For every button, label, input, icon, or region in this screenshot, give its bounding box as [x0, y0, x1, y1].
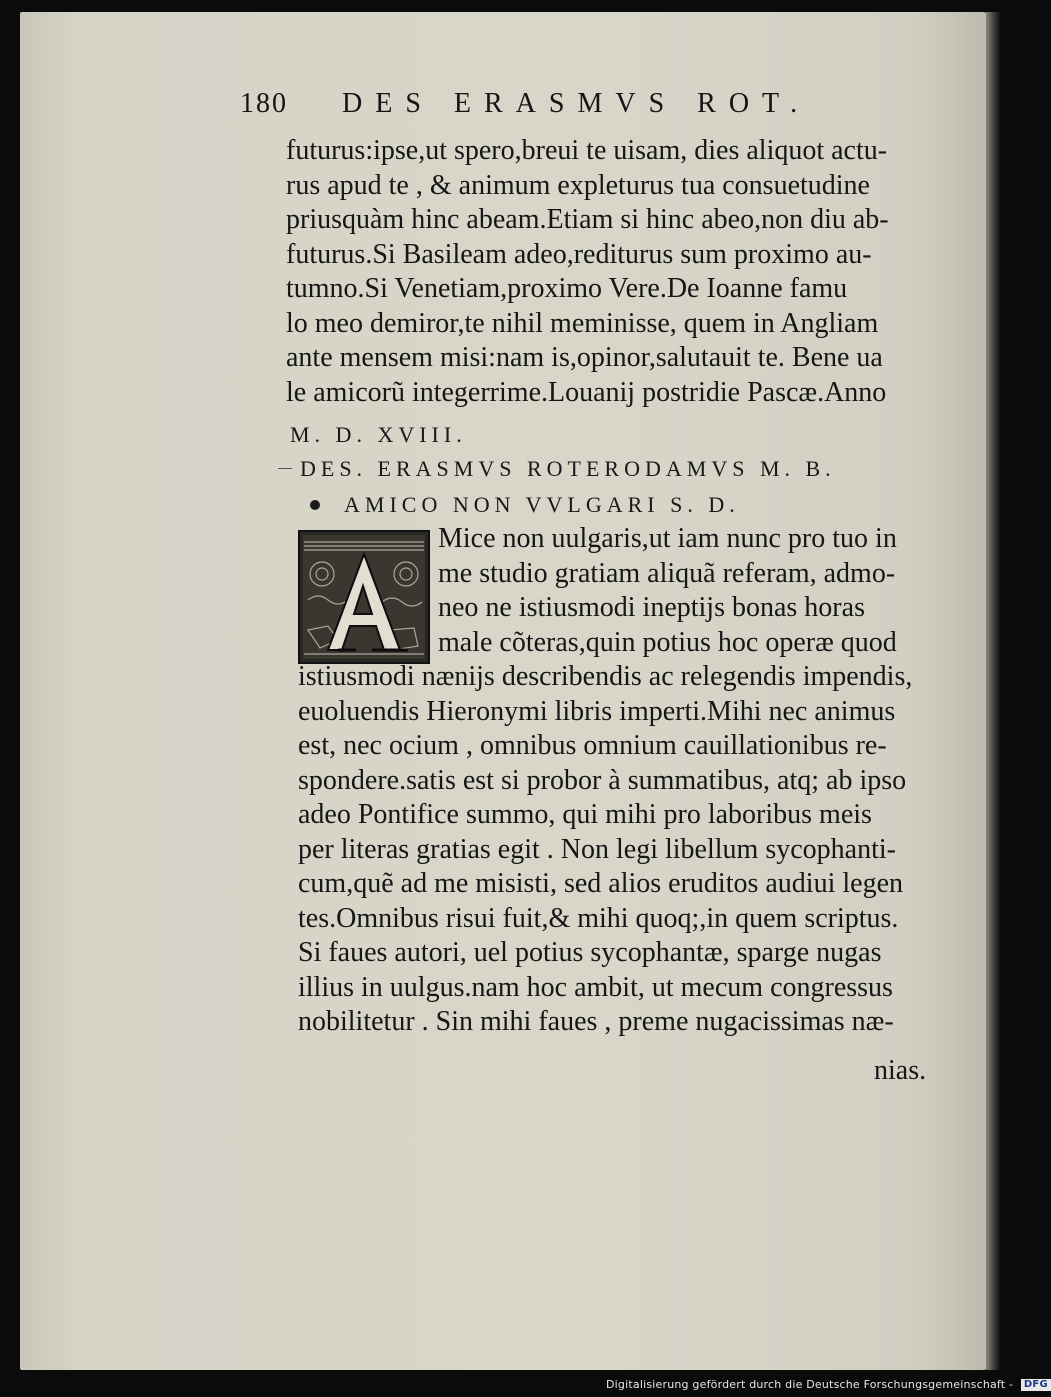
paragraph-bullet — [310, 500, 320, 510]
text-line: ante mensem misi:nam is,opinor,salutauit te. Bene ua — [286, 342, 883, 373]
text-line: cum,quẽ ad me misisti, sed alios eruditos audiui legen — [298, 868, 903, 899]
text-line: per literas gratias egit . Non legi libellum sycophanti- — [298, 833, 896, 865]
letter-one-body — [286, 134, 936, 410]
letter-heading-sender: DES. ERASMVS ROTERODAMVS M. B. — [300, 456, 836, 481]
text-line: neo ne istiusmodi ineptijs bonas horas — [438, 592, 865, 623]
text-line: tumno.Si Venetiam,proximo Vere.De Ioanne famu — [286, 273, 848, 304]
text-line: male cõteras,quin potius hoc operæ quod — [438, 626, 897, 658]
text-line: istiusmodi nænijs describendis ac relegendis impendis, — [298, 661, 913, 692]
text-line: tes.Omnibus risui fuit,& mihi quoq;,in quem scriptus. — [298, 902, 899, 934]
running-title: DES ERASMVS ROT. — [342, 88, 811, 119]
text-line: euoluendis Hieronymi libris imperti.Mihi nec animus — [298, 695, 896, 727]
text-line: rus apud te , & animum expleturus tua consuetudine — [286, 169, 870, 201]
letter-date: M. D. XVIII. — [290, 422, 467, 447]
text-line: est, nec ocium , omnibus omnium cauillationibus re- — [298, 730, 887, 761]
page-number: 180 — [240, 88, 288, 119]
book-binding-edge — [986, 12, 1000, 1370]
credit-text: Digitalisierung gefördert durch die Deutsche Forschungsgemeinschaft - — [606, 1378, 1014, 1391]
text-line: futurus:ipse,ut spero,breui te uisam, dies aliquot actu- — [286, 135, 888, 166]
text-line: spondere.satis est si probor à summatibus, atq; ab ipso — [298, 764, 907, 796]
text-line: me studio gratiam aliquã referam, admo- — [438, 557, 896, 589]
letter-heading-addressee: AMICO NON VVLGARI S. D. — [344, 492, 740, 517]
text-line: priusquàm hinc abeam.Etiam si hinc abeo,non diu ab- — [286, 204, 889, 235]
running-header — [240, 88, 880, 120]
text-line: adeo Pontifice summo, qui mihi pro laboribus meis — [298, 799, 872, 830]
letter-two-opening — [438, 522, 897, 660]
text-line: nobilitetur . Sin mihi faues , preme nugacissimas næ- — [298, 1006, 894, 1037]
text-line: Mice non uulgaris,ut iam nunc pro tuo in — [438, 523, 897, 554]
text-line: futurus.Si Basileam adeo,rediturus sum proximo au- — [286, 238, 872, 270]
decorated-initial-a-woodcut — [298, 530, 430, 664]
text-line: le amicorũ integerrime.Louanij postridie Pascæ.Anno — [286, 376, 887, 408]
digitization-credit — [606, 1378, 1051, 1391]
text-line: lo meo demiror,te nihil meminisse, quem in Angliam — [286, 307, 879, 339]
letter-two-body — [298, 660, 948, 1040]
dfg-logo: DFG — [1021, 1379, 1051, 1391]
text-line: Si faues autori, uel potius sycophantæ, sparge nugas — [298, 937, 882, 968]
margin-dash — [278, 468, 292, 469]
catchword: nias. — [874, 1055, 927, 1086]
text-line: illius in uulgus.nam hoc ambit, ut mecum congressus — [298, 971, 893, 1003]
